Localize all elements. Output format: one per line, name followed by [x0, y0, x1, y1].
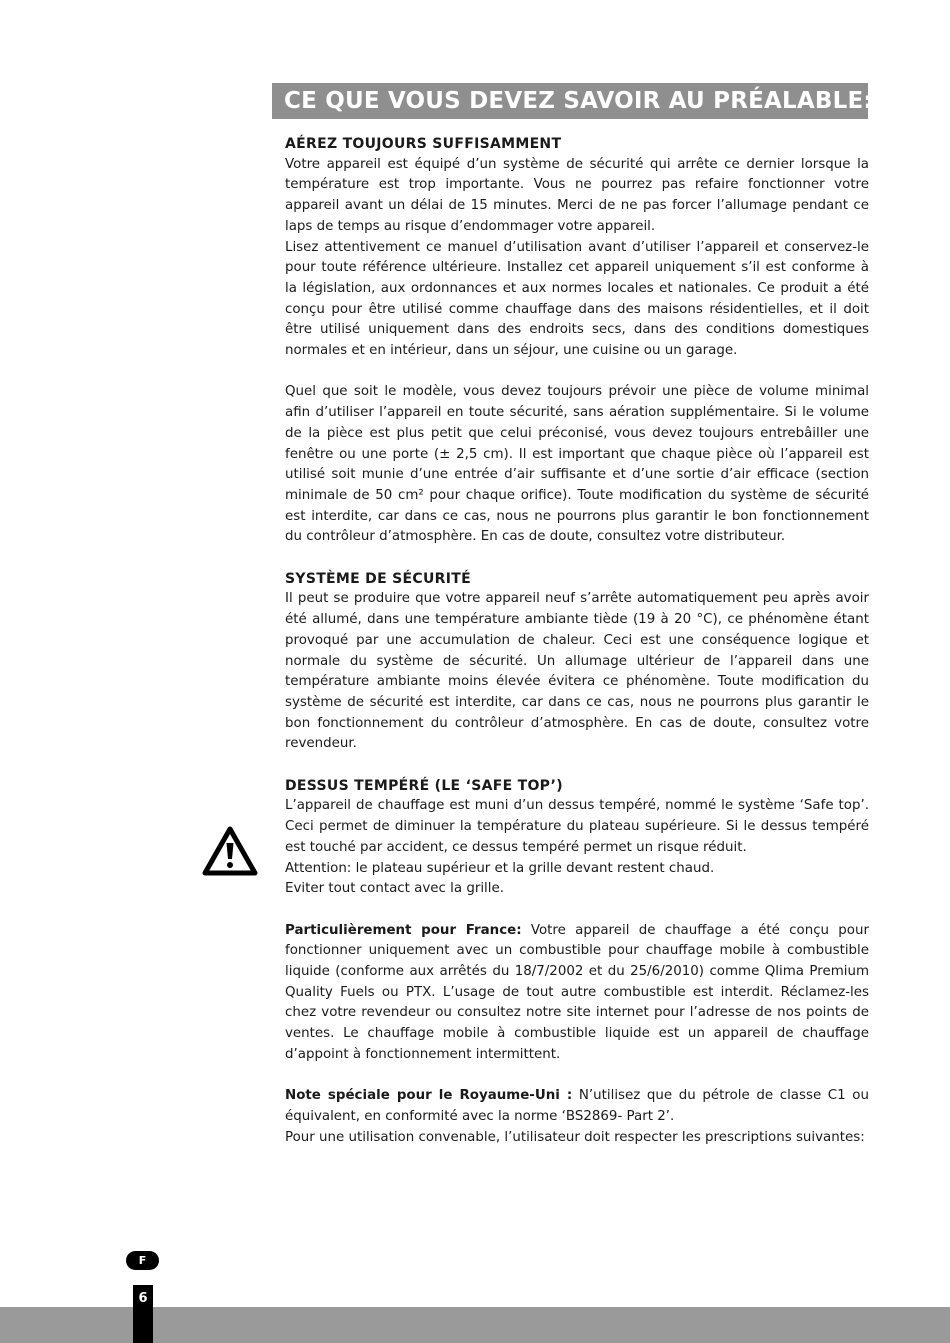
paragraph-text: Votre appareil de chauffage a été conçu pour fonctionner uniquement avec un combustible pour chauffage mobile à combustible liquide (conforme aux arrêtés du 18/7/2002 et du 25/6/2010) comme Qlima Premium Quality Fuels ou PTX. L’usage de tout autre combustible est interdit. Réclamez-les chez votre revendeur ou consultez notre site internet pour l’adresse de nos points de ventes. Le chauffage mobile à combustible liquide est un appareil de chauffage d’appoint à fonctionnement intermittent.	[285, 922, 869, 1062]
paragraph-france	[285, 921, 869, 1066]
section-heading-aerez: AÉREZ TOUJOURS SUFFISAMMENT	[285, 136, 562, 152]
paragraph: Lisez attentivement ce manuel d’utilisation avant d’utiliser l’appareil et conservez-le pour toute référence ultérieure. Installez cet appareil uniquement s’il est conforme à la législation, aux ordonnances et aux normes locales et nationales. Ce produit a été conçu pour être utilisé comme chauffage dans des maisons résidentielles, et il doit être utilisé uniquement dans des endroits secs, dans des conditions domestiques normales et en intérieur, dans un séjour, une cuisine ou un garage.	[285, 239, 869, 359]
page-title-bar	[272, 83, 873, 119]
paragraph-text: N’utilisez que du pétrole de classe C1 ou équivalent, en conformité avec la norme ‘BS2869- Part 2’.	[285, 1088, 869, 1124]
paragraph: Eviter tout contact avec la grille.	[285, 881, 504, 897]
paragraph: Quel que soit le modèle, vous devez toujours prévoir une pièce de volume minimal afin d’utiliser l’appareil en toute sécurité, sans aération supplémentaire. Si le volume de la pièce est plus petit que celui préconisé, vous devez toujours entrebâiller une fenêtre ou une porte (± 2,5 cm). Il est important que chaque pièce où l’appareil est utilisé soit munie d’une entrée d’air suffisante et d’une sortie d’air efficace (section minimale de 50 cm² pour chaque orifice). Toute modification du système de sécurité est interdite, car dans ce cas, nous ne pourrons plus garantir le bon fonctionnement du contrôleur d’atmosphère. En cas de doute, consultez votre distributeur.	[285, 384, 869, 545]
section-heading-securite: SYSTÈME DE SÉCURITÉ	[285, 570, 471, 587]
main-content	[285, 134, 869, 1148]
warning-triangle-icon	[202, 826, 258, 876]
page-number: 6	[133, 1285, 153, 1343]
language-badge: F	[126, 1251, 159, 1270]
paragraph: Votre appareil est équipé d’un système de sécurité qui arrête ce dernier lorsque la température est trop importante. Vous ne pourrez pas refaire fonctionner votre appareil avant un délai de 15 minutes. Merci de ne pas forcer l’allumage pendant ce laps de temps au risque d’endommager votre appareil.	[285, 156, 869, 234]
section-heading-dessus: DESSUS TEMPÉRÉ (LE ‘SAFE TOP’)	[285, 777, 563, 794]
paragraph: Il peut se produire que votre appareil neuf s’arrête automatiquement peu après avoir été allumé, dans une température ambiante tiède (19 à 20 °C), ce phénomène étant provoqué par une accumulation de chaleur. Ceci est une conséquence logique et normale du système de sécurité. Un allumage ultérieur de l’appareil dans une température ambiante moins élevée évitera ce phénomène. Toute modification du système de sécurité est interdite, car dans ce cas, nous ne pourrons plus garantir le bon fonctionnement du contrôleur d’atmosphère. En cas de doute, consultez votre revendeur.	[285, 591, 869, 752]
paragraph: L’appareil de chauffage est muni d’un dessus tempéré, nommé le système ‘Safe top’. Ceci permet de diminuer la température du plateau supérieure. Si le dessus tempéré est touché par accident, ce dessus tempéré permet un risque réduit.	[285, 798, 869, 855]
paragraph: Pour une utilisation convenable, l’utilisateur doit respecter les prescriptions suivantes:	[285, 1129, 865, 1145]
paragraph: Attention: le plateau supérieur et la grille devant restent chaud.	[285, 860, 715, 876]
paragraph-lead: Particulièrement pour France:	[285, 922, 522, 938]
paragraph-uk	[285, 1086, 869, 1127]
page-title: CE QUE VOUS DEVEZ SAVOIR AU PRÉALABLE:	[284, 88, 873, 114]
paragraph-lead: Note spéciale pour le Royaume-Uni :	[285, 1088, 573, 1104]
